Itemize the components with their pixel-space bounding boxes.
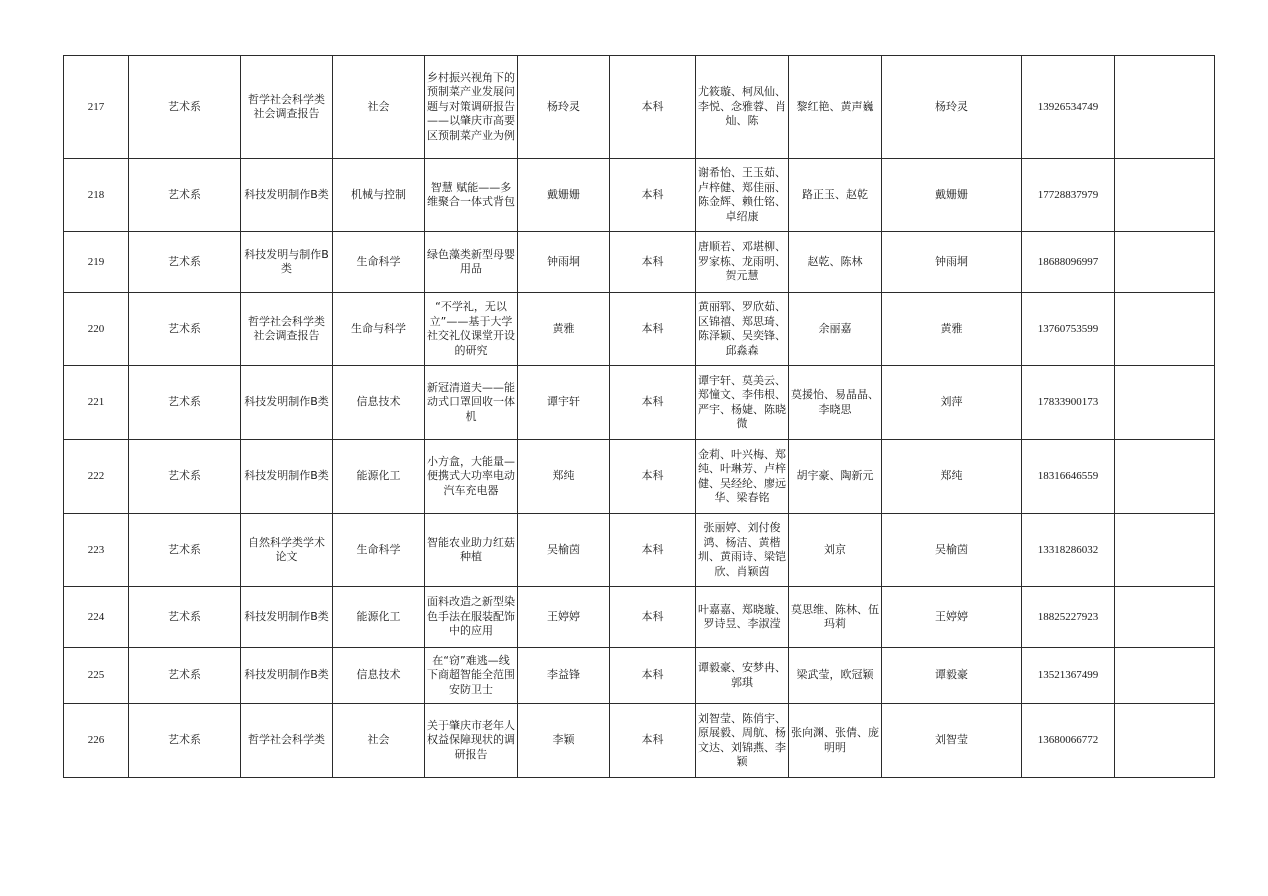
project-title-cell: 关于肇庆市老年人权益保障现状的调研报告: [425, 704, 518, 778]
table-row: [64, 232, 1215, 293]
advisors-cell: 梁武莹，欧冠颖: [789, 648, 882, 704]
contact-cell: 杨玲灵: [882, 56, 1022, 159]
leader-cell: 郑纯: [518, 440, 610, 514]
project-title-cell: 绿色藻类新型母婴用品: [425, 232, 518, 293]
contact-cell: 钟雨垌: [882, 232, 1022, 293]
project-title-cell: 智能农业助力红菇种植: [425, 514, 518, 587]
project-title-cell: 面料改造之新型染色手法在服装配饰中的应用: [425, 587, 518, 648]
advisors-cell: 余丽嘉: [789, 293, 882, 366]
contact-cell: 谭毅豪: [882, 648, 1022, 704]
project-title-cell: “不学礼，无以立”——基于大学社交礼仪课堂开设的研究: [425, 293, 518, 366]
row-number: 221: [64, 366, 129, 440]
table-row: [64, 514, 1215, 587]
row-number: 226: [64, 704, 129, 778]
department-cell: 艺术系: [129, 704, 241, 778]
department-cell: 艺术系: [129, 56, 241, 159]
project-title-cell: 小方盒，大能量—便携式大功率电动汽车充电器: [425, 440, 518, 514]
department-cell: 艺术系: [129, 514, 241, 587]
advisors-cell: 张向渊、张倩、庞明明: [789, 704, 882, 778]
category-cell: 哲学社会科学类社会调查报告: [241, 293, 333, 366]
leader-cell: 戴姗姗: [518, 159, 610, 232]
phone-cell: 17728837979: [1022, 159, 1115, 232]
category-cell: 科技发明制作B类: [241, 440, 333, 514]
project-title-cell: 在“窃”难逃—线下商超智能全范围安防卫士: [425, 648, 518, 704]
row-number: 220: [64, 293, 129, 366]
members-cell: 谭毅豪、安梦冉、郭琪: [696, 648, 789, 704]
members-cell: 张丽婷、刘付俊鸿、杨洁、黄楷圳、黄雨诗、梁铠欣、肖颖茵: [696, 514, 789, 587]
phone-cell: 13318286032: [1022, 514, 1115, 587]
row-number: 219: [64, 232, 129, 293]
department-cell: 艺术系: [129, 232, 241, 293]
members-cell: 黄丽郓、罗欣茹、区锦禧、郑思琦、陈泽颖、吴奕锋、邱淼森: [696, 293, 789, 366]
field-cell: 生命科学: [333, 514, 425, 587]
level-cell: 本科: [610, 514, 696, 587]
advisors-cell: 刘京: [789, 514, 882, 587]
advisors-cell: 赵乾、陈林: [789, 232, 882, 293]
table-body: [64, 56, 1215, 778]
phone-cell: 13680066772: [1022, 704, 1115, 778]
members-cell: 谭宇轩、莫美云、郑憧文、李伟根、严宇、杨婕、陈晓微: [696, 366, 789, 440]
note-cell: [1115, 232, 1215, 293]
contact-cell: 王婷婷: [882, 587, 1022, 648]
row-number: 225: [64, 648, 129, 704]
table-row: [64, 293, 1215, 366]
level-cell: 本科: [610, 56, 696, 159]
leader-cell: 李颖: [518, 704, 610, 778]
phone-cell: 18688096997: [1022, 232, 1115, 293]
leader-cell: 黄雅: [518, 293, 610, 366]
phone-cell: 13926534749: [1022, 56, 1115, 159]
note-cell: [1115, 587, 1215, 648]
contact-cell: 黄雅: [882, 293, 1022, 366]
table-row: [64, 587, 1215, 648]
contact-cell: 戴姗姗: [882, 159, 1022, 232]
table-row: [64, 440, 1215, 514]
category-cell: 自然科学类学术论文: [241, 514, 333, 587]
category-cell: 科技发明与制作B类: [241, 232, 333, 293]
level-cell: 本科: [610, 293, 696, 366]
field-cell: 信息技术: [333, 366, 425, 440]
category-cell: 科技发明制作B类: [241, 159, 333, 232]
field-cell: 机械与控制: [333, 159, 425, 232]
leader-cell: 杨玲灵: [518, 56, 610, 159]
contact-cell: 吴榆茵: [882, 514, 1022, 587]
category-cell: 科技发明制作B类: [241, 366, 333, 440]
table-row: [64, 366, 1215, 440]
field-cell: 信息技术: [333, 648, 425, 704]
phone-cell: 13760753599: [1022, 293, 1115, 366]
contact-cell: 刘萍: [882, 366, 1022, 440]
members-cell: 金莉、叶兴梅、郑纯、叶琳芳、卢梓健、吴经纶、廖远华、梁春铭: [696, 440, 789, 514]
contact-cell: 刘智莹: [882, 704, 1022, 778]
category-cell: 科技发明制作B类: [241, 587, 333, 648]
members-cell: 刘智莹、陈俏宇、原展毅、周航、杨文达、刘锦燕、李颖: [696, 704, 789, 778]
level-cell: 本科: [610, 159, 696, 232]
department-cell: 艺术系: [129, 648, 241, 704]
department-cell: 艺术系: [129, 587, 241, 648]
note-cell: [1115, 56, 1215, 159]
contact-cell: 郑纯: [882, 440, 1022, 514]
department-cell: 艺术系: [129, 440, 241, 514]
table-row: [64, 159, 1215, 232]
category-cell: 哲学社会科学类: [241, 704, 333, 778]
leader-cell: 钟雨垌: [518, 232, 610, 293]
row-number: 217: [64, 56, 129, 159]
members-cell: 尤筱璇、柯凤仙、李悦、念雅蓉、肖灿、陈: [696, 56, 789, 159]
department-cell: 艺术系: [129, 293, 241, 366]
advisors-cell: 莫援怡、易晶晶、李晓思: [789, 366, 882, 440]
row-number: 224: [64, 587, 129, 648]
leader-cell: 李益锋: [518, 648, 610, 704]
phone-cell: 17833900173: [1022, 366, 1115, 440]
members-cell: 唐顺若、邓堪柳、罗家栋、龙雨明、贺元慧: [696, 232, 789, 293]
field-cell: 社会: [333, 704, 425, 778]
leader-cell: 吴榆茵: [518, 514, 610, 587]
note-cell: [1115, 159, 1215, 232]
note-cell: [1115, 648, 1215, 704]
level-cell: 本科: [610, 587, 696, 648]
department-cell: 艺术系: [129, 366, 241, 440]
row-number: 223: [64, 514, 129, 587]
advisors-cell: 莫思维、陈林、伍玛莉: [789, 587, 882, 648]
field-cell: 生命科学: [333, 232, 425, 293]
phone-cell: 13521367499: [1022, 648, 1115, 704]
row-number: 218: [64, 159, 129, 232]
field-cell: 生命与科学: [333, 293, 425, 366]
category-cell: 科技发明制作B类: [241, 648, 333, 704]
project-table: [63, 55, 1215, 778]
note-cell: [1115, 440, 1215, 514]
table-row: [64, 648, 1215, 704]
advisors-cell: 路正玉、赵乾: [789, 159, 882, 232]
note-cell: [1115, 704, 1215, 778]
phone-cell: 18825227923: [1022, 587, 1115, 648]
field-cell: 社会: [333, 56, 425, 159]
category-cell: 哲学社会科学类社会调查报告: [241, 56, 333, 159]
advisors-cell: 胡宇豪、陶新元: [789, 440, 882, 514]
project-title-cell: 新冠清道夫——能动式口罩回收一体机: [425, 366, 518, 440]
level-cell: 本科: [610, 366, 696, 440]
project-title-cell: 智慧 赋能——多维聚合一体式背包: [425, 159, 518, 232]
leader-cell: 谭宇轩: [518, 366, 610, 440]
level-cell: 本科: [610, 440, 696, 514]
table-row: [64, 56, 1215, 159]
level-cell: 本科: [610, 704, 696, 778]
note-cell: [1115, 366, 1215, 440]
leader-cell: 王婷婷: [518, 587, 610, 648]
note-cell: [1115, 514, 1215, 587]
project-title-cell: 乡村振兴视角下的预制菜产业发展问题与对策调研报告——以肇庆市高要区预制菜产业为例: [425, 56, 518, 159]
members-cell: 谢希怡、王玉茹、卢梓健、郑佳丽、陈金辉、赖仕铭、卓绍康: [696, 159, 789, 232]
advisors-cell: 黎红艳、黄声巍: [789, 56, 882, 159]
level-cell: 本科: [610, 648, 696, 704]
level-cell: 本科: [610, 232, 696, 293]
field-cell: 能源化工: [333, 440, 425, 514]
row-number: 222: [64, 440, 129, 514]
note-cell: [1115, 293, 1215, 366]
members-cell: 叶嘉嘉、郑晓璇、罗诗昱、李淑滢: [696, 587, 789, 648]
department-cell: 艺术系: [129, 159, 241, 232]
table-row: [64, 704, 1215, 778]
field-cell: 能源化工: [333, 587, 425, 648]
phone-cell: 18316646559: [1022, 440, 1115, 514]
